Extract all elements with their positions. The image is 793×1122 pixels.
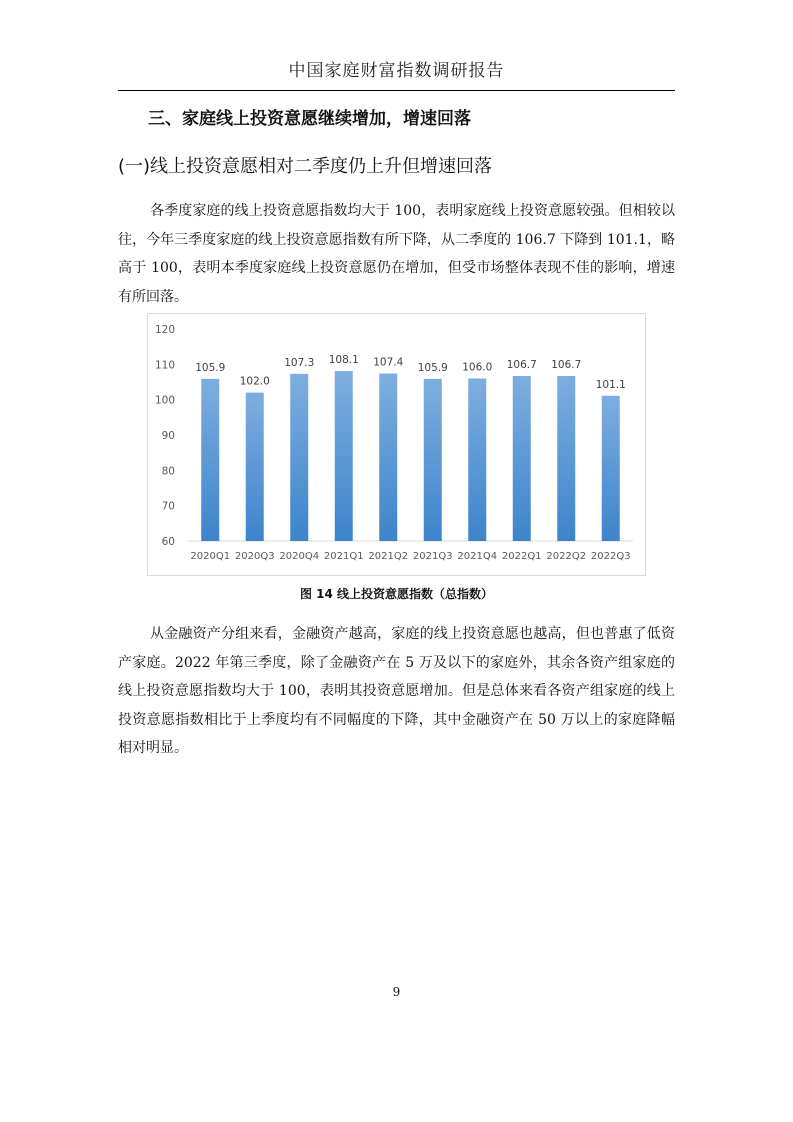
data-label-2021Q4: 106.0	[462, 361, 493, 374]
y-tick-label: 90	[161, 430, 175, 442]
bar-2021Q1	[335, 371, 353, 541]
header-rule	[118, 90, 675, 91]
data-label-2020Q4: 107.3	[284, 356, 315, 369]
bar-2020Q4	[290, 374, 308, 541]
x-tick-label-2022Q3: 2022Q3	[590, 551, 631, 562]
bar-chart	[147, 313, 646, 576]
bar-2022Q1	[513, 376, 531, 541]
x-tick-label-2021Q2: 2021Q2	[368, 551, 409, 562]
bar-2022Q3	[602, 396, 620, 541]
bar-2021Q4	[468, 378, 486, 541]
data-label-2021Q3: 105.9	[417, 361, 448, 374]
y-tick-label: 120	[154, 324, 175, 336]
x-tick-label-2022Q2: 2022Q2	[546, 551, 587, 562]
page-number: 9	[392, 985, 401, 999]
x-tick-label-2021Q1: 2021Q1	[323, 551, 364, 562]
paragraph-intro: 各季度家庭的线上投资意愿指数均大于 100，表明家庭线上投资意愿较强。但相较以往，今年三季度家庭的线上投资意愿指数有所下降，从二季度的 106.7 下降到 101.1，略高于 100，表明本季度家庭线上投资意愿仍在增加，但受市场整体表现不佳的影响，增速有所回落。	[118, 203, 675, 305]
data-label-2021Q1: 108.1	[328, 354, 359, 367]
bar-2020Q1	[201, 379, 219, 541]
y-tick-label: 100	[154, 394, 175, 407]
paragraph-analysis: 从金融资产分组来看，金融资产越高，家庭的线上投资意愿也越高，但也普惠了低资产家庭。2022 年第三季度，除了金融资产在 5 万及以下的家庭外，其余各资产组家庭的线上投资意愿指数均大于 100，表明其投资意愿增加。但是总体来看各资产组家庭的线上投资意愿指数相比于上季度均有不同幅度的下降，其中金融资产在 50 万以上的家庭降幅相对明显。	[118, 626, 675, 756]
data-label-2021Q2: 107.4	[373, 356, 404, 369]
data-label-2022Q2: 106.7	[551, 358, 582, 371]
subsection-title: (一)线上投资意愿相对二季度仍上升但增速回落	[118, 156, 493, 177]
bar-2022Q2	[557, 376, 575, 541]
y-tick-label: 80	[161, 465, 175, 478]
x-tick-label-2021Q4: 2021Q4	[457, 551, 498, 562]
running-header: 中国家庭财富指数调研报告	[288, 61, 505, 81]
data-label-2022Q3: 101.1	[595, 378, 626, 391]
figure-caption: 图 14 线上投资意愿指数（总指数）	[299, 587, 494, 601]
bar-2021Q3	[424, 379, 442, 541]
data-label-2020Q1: 105.9	[195, 361, 226, 374]
bar-chart-svg	[148, 314, 645, 575]
x-tick-label-2020Q4: 2020Q4	[279, 551, 320, 562]
bar-2021Q2	[379, 374, 397, 541]
data-label-2020Q3: 102.0	[239, 375, 270, 388]
section-title: 三、家庭线上投资意愿继续增加，增速回落	[148, 109, 471, 129]
x-tick-label-2021Q3: 2021Q3	[412, 551, 453, 562]
x-tick-label-2020Q1: 2020Q1	[190, 551, 231, 562]
x-tick-label-2020Q3: 2020Q3	[234, 551, 275, 562]
data-label-2022Q1: 106.7	[506, 358, 537, 371]
x-tick-label-2022Q1: 2022Q1	[501, 551, 542, 562]
y-tick-label: 110	[154, 359, 175, 372]
y-tick-label: 70	[161, 500, 175, 513]
y-tick-label: 60	[161, 536, 175, 548]
bar-2020Q3	[246, 393, 264, 541]
